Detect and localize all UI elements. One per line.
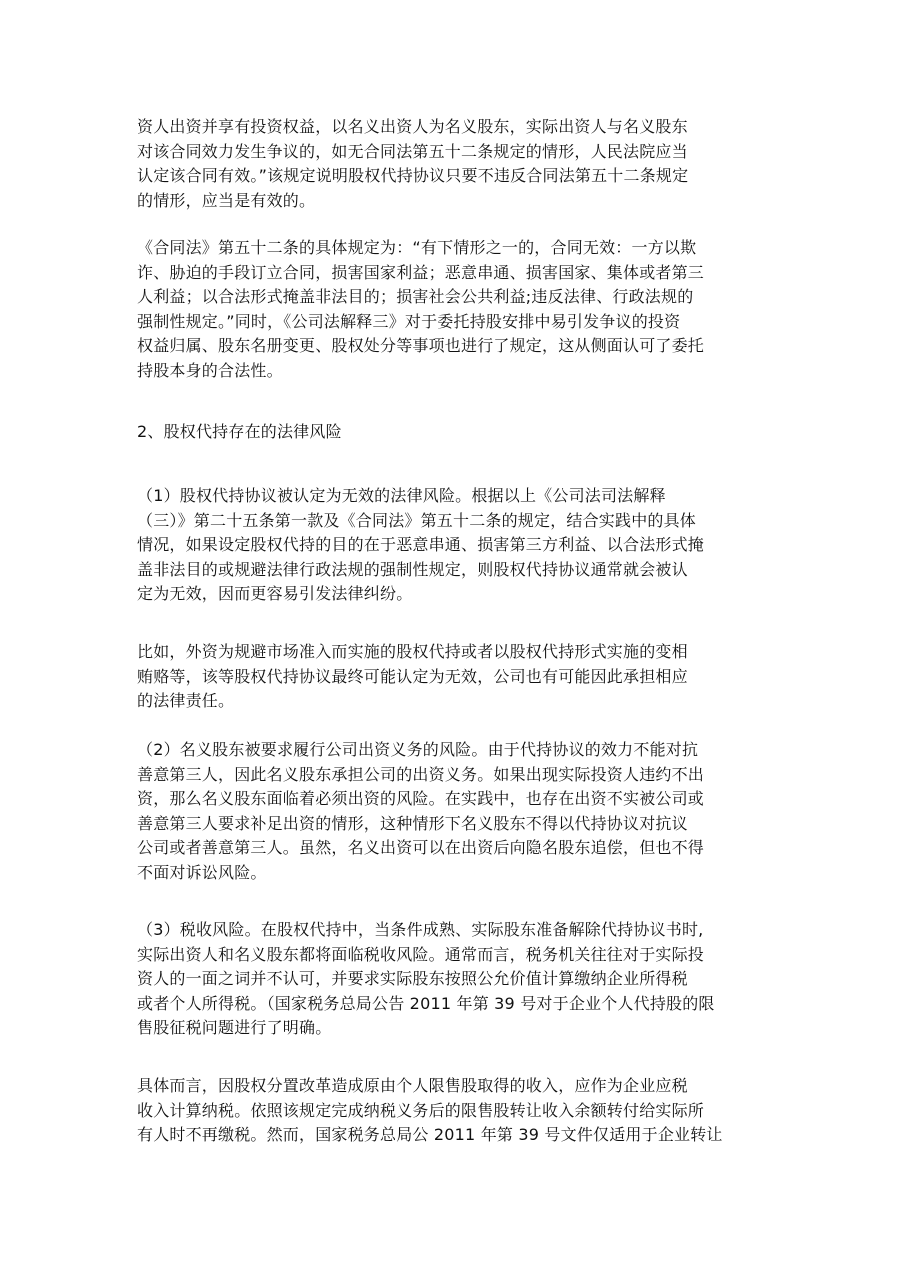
text-line: （1）股权代持协议被认定为无效的法律风险。根据以上《公司法司法解释 [137, 486, 666, 505]
text-line: 具体而言，因股权分置改革造成原由个人限售股取得的收入，应作为企业应税 [137, 1076, 688, 1095]
text-line: 实际出资人和名义股东都将面临税收风险。通常而言，税务机关往往对于实际投 [137, 944, 705, 964]
section-heading [137, 420, 777, 445]
text-line: 人利益；以合法形式掩盖非法目的；损害社会公共利益;违反法律、行政法规的 [137, 287, 694, 306]
text-line: 定为无效，因而更容易引发法律纠纷。 [137, 584, 413, 603]
text-line: 《合同法》第五十二条的具体规定为：“有下情形之一的，合同无效：一方以欺 [137, 238, 697, 257]
text-line: （3）税收风险。在股权代持中，当条件成熟、实际股东准备解除代持协议书时, [137, 920, 704, 939]
text-line: 盖非法目的或规避法律行政法规的强制性规定，则股权代持协议通常就会被认 [137, 559, 688, 579]
paragraph-tax-details [137, 1074, 777, 1148]
text-line: 持股本身的合法性。 [137, 360, 283, 380]
paragraph-article-52 [137, 236, 777, 383]
text-line: （三）》第二十五条第一款及《合同法》第五十二条的规定，结合实践中的具体 [137, 510, 697, 530]
text-line: 认定该合同有效。”该规定说明股权代持协议只要不违反合同法第五十二条规定 [137, 166, 689, 185]
text-line: 的情形，应当是有效的。 [137, 190, 316, 210]
text-line: 或者个人所得税。（国家税务总局公告 2011 年第 39 号对于企业个人代持股的限 [137, 993, 715, 1013]
text-line: 公司或者善意第三人。虽然，名义出资可以在出资后向隐名股东追偿，但也不得 [137, 838, 705, 857]
text-line: 善意第三人，因此名义股东承担公司的出资义务。如果出现实际投资人违约不出 [137, 764, 705, 784]
text-line: 强制性规定。”同时，《公司法解释三》对于委托持股安排中易引发争议的投资 [137, 311, 681, 331]
heading-text: 2、股权代持存在的法律风险 [137, 422, 342, 441]
text-line: （2）名义股东被要求履行公司出资义务的风险。由于代持协议的效力不能对抗 [137, 740, 699, 759]
text-line: 资人出资并享有投资权益，以名义出资人为名义股东，实际出资人与名义股东 [137, 117, 688, 136]
text-line: 资，那么名义股东面临着必须出资的风险。在实践中，也存在出资不实被公司或 [137, 789, 705, 808]
text-line: 的法律责任。 [137, 691, 235, 710]
text-line: 贿赂等，该等股权代持协议最终可能认定为无效，公司也有可能因此承担相应 [137, 666, 688, 686]
text-line: 收入计算纳税。依照该规定完成纳税义务后的限售股转让收入余额转付给实际所 [137, 1100, 705, 1120]
text-line: 善意第三人要求补足出资的情形，这种情形下名义股东不得以代持协议对抗议 [137, 813, 688, 833]
text-line: 不面对诉讼风险。 [137, 862, 267, 882]
text-line: 对该合同效力发生争议的，如无合同法第五十二条规定的情形，人民法院应当 [137, 141, 688, 161]
paragraph-example [137, 640, 777, 714]
text-line: 资人的一面之词并不认可，并要求实际股东按照公允价值计算缴纳企业所得税 [137, 969, 688, 988]
text-line: 权益归属、股东名册变更、股权处分等事项也进行了规定，这从侧面认可了委托 [137, 336, 705, 355]
text-line: 售股征税问题进行了明确。 [137, 1018, 332, 1037]
text-line: 有人时不再缴税。然而，国家税务总局公 2011 年第 39 号文件仅适用于企业转让 [137, 1125, 723, 1144]
paragraph-risk-capital [137, 738, 777, 885]
paragraph-risk-invalid [137, 484, 777, 607]
paragraph-contract-validity [137, 115, 777, 213]
paragraph-risk-tax [137, 918, 777, 1041]
text-line: 情况，如果设定股权代持的目的在于恶意串通、损害第三方利益、以合法形式掩 [137, 535, 705, 554]
text-line: 诈、胁迫的手段订立合同，损害国家利益；恶意串通、损害国家、集体或者第三 [137, 262, 705, 282]
text-line: 比如，外资为规避市场准入而实施的股权代持或者以股权代持形式实施的变相 [137, 642, 688, 661]
